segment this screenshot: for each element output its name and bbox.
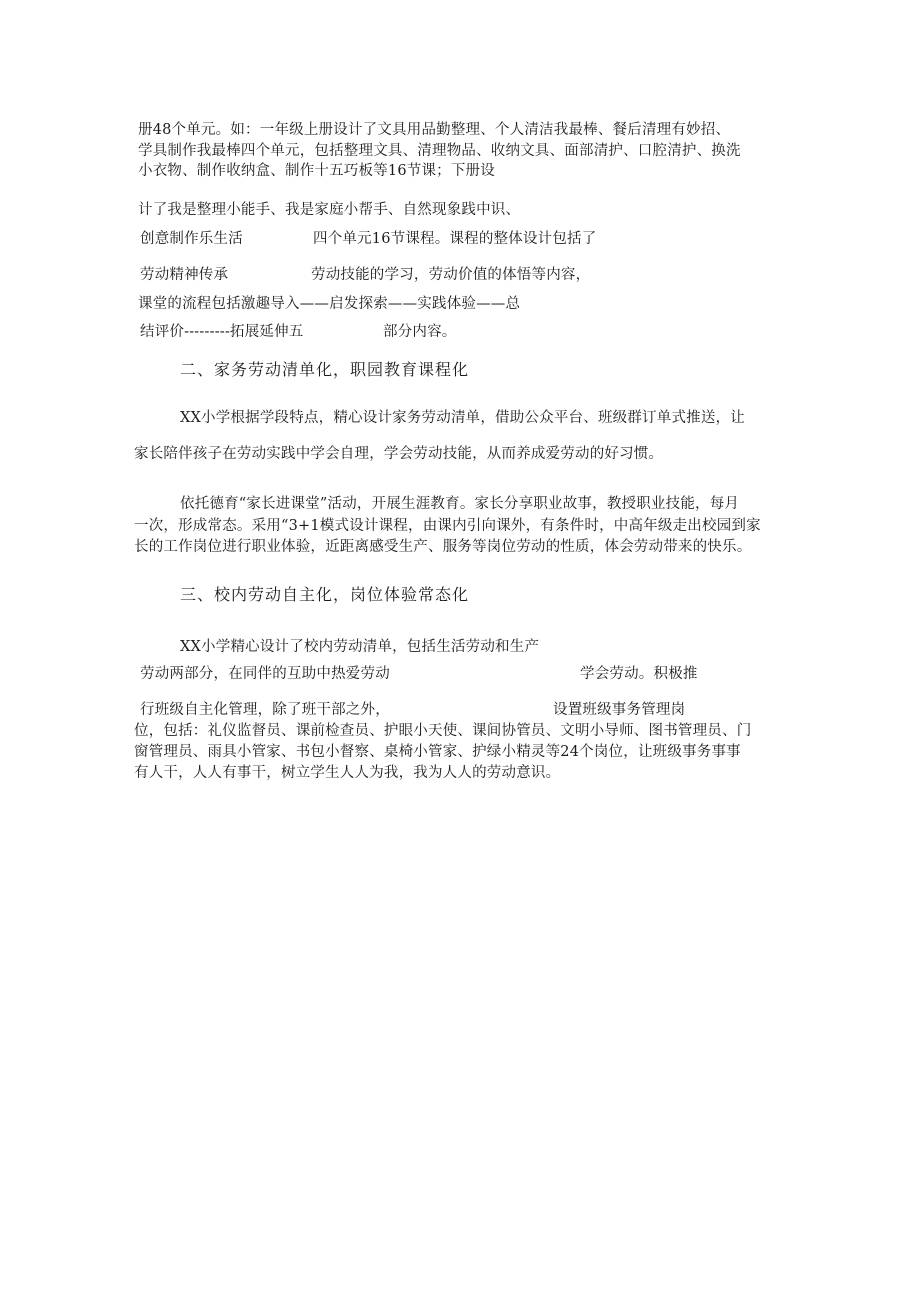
intro-line-5a: 创意制作乐生活	[140, 231, 243, 247]
intro-line-5b: 四个单元16节课程。课程的整体设计包括了	[313, 231, 597, 247]
intro-line-7: 课堂的流程包括激趣导入——启发探索——实践体验——总	[138, 296, 521, 312]
intro-line-6b: 劳动技能的学习，劳动价值的体悟等内容，	[311, 267, 591, 283]
section-2-p2-line-1: 依托德育“家长进课堂”活动，开展生涯教育。家长分享职业故事，教授职业技能，每月	[180, 496, 740, 512]
section-3-p1-line-1: XX小学精心设计了校内劳动清单，包括生活劳动和生产	[180, 639, 540, 655]
section-3-p1-line-3b: 设置班级事务管理岗	[553, 702, 686, 718]
intro-line-6a: 劳动精神传承	[140, 267, 229, 283]
section-3-p1-line-4: 位，包括：礼仪监督员、课前检查员、护眼小天使、课间协管员、文明小导师、图书管理员、门	[134, 723, 752, 739]
section-2-p1-line-1: XX小学根据学段特点，精心设计家务劳动清单，借助公众平台、班级群订单式推送，让	[180, 410, 745, 426]
intro-line-8a: 结评价---------拓展延伸五	[140, 324, 304, 340]
section-3-p1-line-3a: 行班级自主化管理，除了班干部之外，	[140, 702, 390, 718]
intro-line-2: 学具制作我最棒四个单元，包括整理文具、清理物品、收纳文具、面部清护、口腔清护、换洗	[138, 143, 741, 159]
section-2-p1-line-2: 家长陪伴孩子在劳动实践中学会自理，学会劳动技能，从而养成爱劳动的好习惯。	[134, 446, 664, 462]
section-3-p1-line-2a: 劳动两部分，在同伴的互助中热爱劳动	[140, 666, 390, 682]
section-3-heading: 三、校内劳动自主化，岗位体验常态化	[180, 585, 470, 604]
section-2-heading: 二、家务劳动清单化，职园教育课程化	[180, 360, 470, 379]
section-3-p1-line-2b: 学会劳动。积极推	[580, 666, 698, 682]
intro-line-3: 小衣物、制作收纳盒、制作十五巧板等16节课；下册设	[138, 163, 495, 179]
section-3-p1-line-6: 有人干，人人有事干，树立学生人人为我，我为人人的劳动意识。	[134, 765, 561, 781]
section-3-p1-line-5: 窗管理员、雨具小管家、书包小督察、桌椅小管家、护绿小精灵等24个岗位，让班级事务事事	[134, 744, 741, 760]
intro-line-1: 册48个单元。如：一年级上册设计了文具用品勤整理、个人清洁我最棒、餐后清理有妙招、	[138, 122, 731, 138]
section-2-p2-line-2: 一次，形成常态。采用“3+1模式设计课程，由课内引向课外，有条件时，中高年级走出校园到家	[134, 518, 761, 534]
intro-line-8b: 部分内容。	[383, 324, 457, 340]
intro-line-4: 计了我是整理小能手、我是家庭小帮手、自然现象践中识、	[138, 202, 521, 218]
section-2-p2-line-3: 长的工作岗位进行职业体验，近距离感受生产、服务等岗位劳动的性质，体会劳动带来的快乐。	[134, 539, 752, 555]
